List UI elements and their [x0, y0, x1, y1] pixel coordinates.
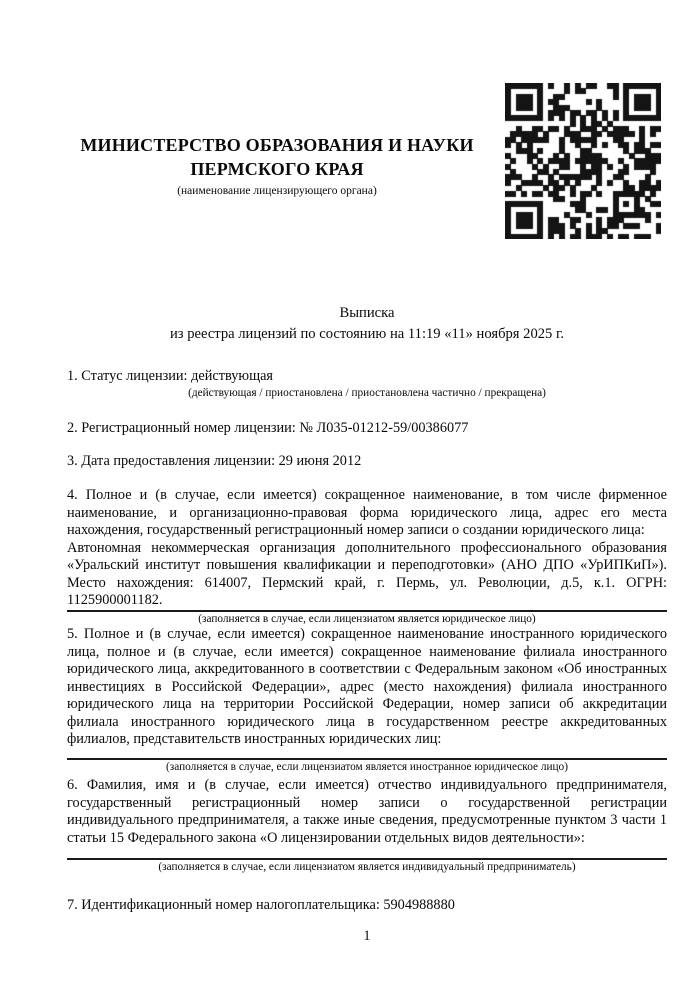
item-5-note: (заполняется в случае, если лицензиатом является иностранное юридическое лицо): [166, 760, 568, 773]
authority-caption: (наименование лицензирующего органа): [177, 185, 377, 197]
licensing-authority-header: [67, 133, 487, 198]
taxpayer-id-value: 5904988880: [383, 897, 455, 913]
item-1-label: 1. Статус лицензии:: [67, 368, 188, 384]
item-5-foreign-entity: [67, 626, 667, 774]
legal-entity-value: Автономная некоммерческая организация дополнительного профессионального образования «Уральский институт повышения квалификации и переподготовки» (АНО ДПО «УрИПКиП»). Место нахождения: 614007, Пермский край, г. Пермь, ул. Революции, д.5, к.1. ОГРН: 1125900001182.: [67, 539, 667, 608]
item-2-registration-number: [67, 420, 667, 438]
item-1-line: [67, 368, 667, 386]
document-title-line2: из реестра лицензий по состоянию на 11:19 «11» ноября 2025 г.: [169, 326, 564, 342]
item-5-fill-line: [67, 758, 667, 760]
item-4-text: 4. Полное и (в случае, если имеется) сокращенное наименование, в том числе фирменное наименование, и организационно-правовая форма юридического лица, адрес его места нахождения, государственный регистрационный номер записи о создании юридического лица:: [67, 487, 667, 538]
ministry-name-line1: МИНИСТЕРСТВО ОБРАЗОВАНИЯ И НАУКИ: [80, 135, 474, 155]
item-6-text: 6. Фамилия, имя и (в случае, если имеется) отчество индивидуального предпринимателя, государственный регистрационный номер записи о государственной регистрации индивидуального предпринимателя, а также иные сведения, предусмотренные пунктом 3 части 1 статьи 15 Федерального закона «О лицензировании отдельных видов деятельности»:: [67, 777, 667, 846]
item-4-fill-line: [67, 610, 667, 612]
item-6-fill-line: [67, 858, 667, 860]
item-7-label: 7. Идентификационный номер налогоплательщика:: [67, 897, 380, 913]
item-2-label: 2. Регистрационный номер лицензии:: [67, 420, 296, 436]
license-status-value: действующая: [191, 368, 273, 384]
document-title: [67, 303, 667, 345]
item-4-note: (заполняется в случае, если лицензиатом является юридическое лицо): [198, 612, 536, 625]
page-number: 1: [363, 928, 371, 944]
item-3-label: 3. Дата предоставления лицензии:: [67, 453, 276, 469]
document-title-line1: Выписка: [339, 305, 395, 321]
ministry-name-line2: ПЕРМСКОГО КРАЯ: [190, 159, 364, 179]
item-4-legal-entity: [67, 487, 667, 626]
item-1-note: (действующая / приостановлена / приостановлена частично / прекращена): [188, 386, 546, 399]
item-6-note: (заполняется в случае, если лицензиатом является индивидуальный предприниматель): [158, 861, 576, 873]
item-3-grant-date: [67, 453, 667, 471]
item-6-individual-entrepreneur: [67, 777, 667, 874]
item-1-license-status: [67, 368, 667, 400]
item-5-text: 5. Полное и (в случае, если имеется) сокращенное наименование иностранного юридического лица, полное и (в случае, если имеется) сокращенное наименование филиала иностранного юридического лица, аккредитованного в соответствии с Федеральным законом «Об иностранных инвестициях в Российской Федерации», адрес (место нахождения) филиала иностранного юридического лица на территории Российской Федерации, номер записи об аккредитации филиала иностранного юридического лица в государственном реестре аккредитованных филиалов, представительств иностранных юридических лиц:: [67, 626, 667, 747]
grant-date-value: 29 июня 2012: [278, 453, 362, 469]
registration-number-value: № Л035-01212-59/00386077: [299, 420, 469, 436]
item-7-taxpayer-id: [67, 897, 667, 915]
license-qr-code-icon: [505, 83, 661, 239]
